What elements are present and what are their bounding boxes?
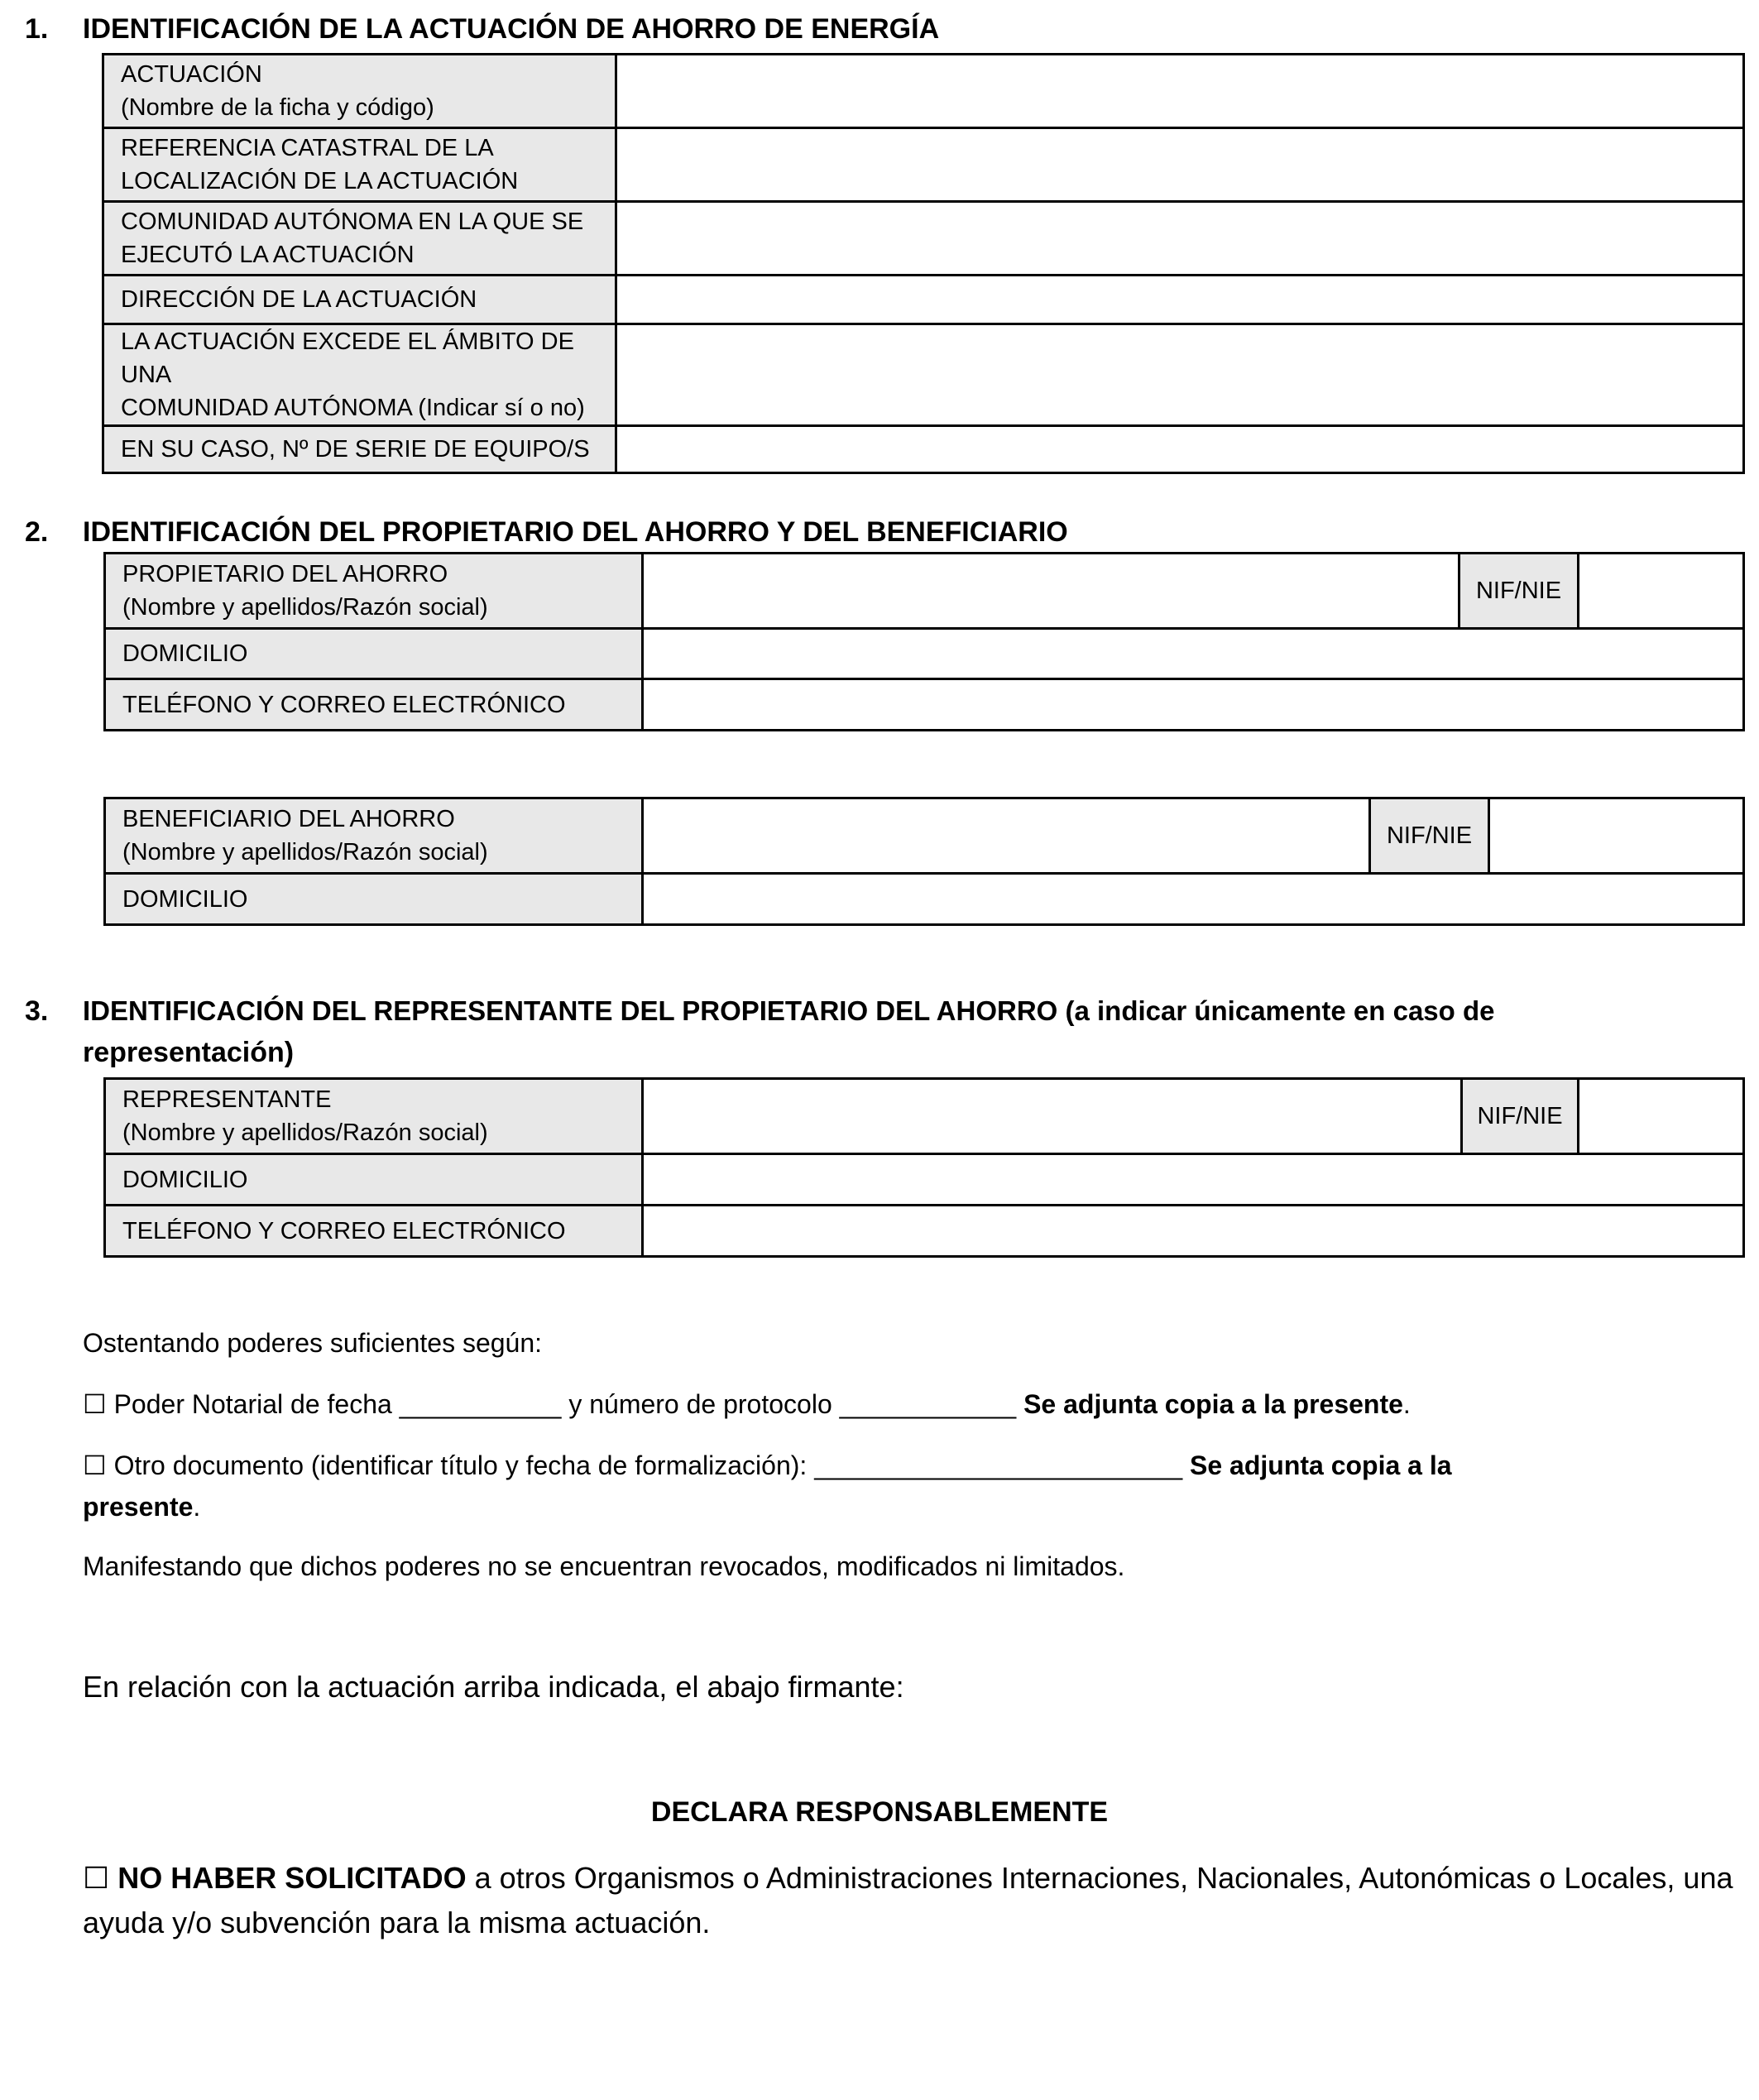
owner-table <box>103 552 1745 731</box>
representative-nif-label: NIF/NIE <box>1462 1079 1579 1154</box>
table-row <box>103 324 1744 426</box>
action-field[interactable] <box>616 55 1744 128</box>
other-document-line-2: presente. <box>83 1492 201 1522</box>
section-2-heading <box>25 511 1729 553</box>
owner-address-label: DOMICILIO <box>105 629 643 679</box>
beneficiary-nif-label: NIF/NIE <box>1370 798 1489 874</box>
notarial-attached-note: Se adjunta copia a la presente <box>1023 1389 1403 1419</box>
notarial-power-line: ☐ Poder Notarial de fecha ___________ y número de protocolo ____________ Se adjunta copia a la presente. <box>83 1389 1411 1419</box>
representative-contact-field[interactable] <box>643 1206 1744 1257</box>
declaration-line-1 <box>83 1858 1733 1899</box>
action-address-label: DIRECCIÓN DE LA ACTUACIÓN <box>103 276 616 324</box>
beneficiary-address-field[interactable] <box>643 874 1744 925</box>
owner-name-label: PROPIETARIO DEL AHORRO (Nombre y apellidos/Razón social) <box>105 554 643 629</box>
declara-title: DECLARA RESPONSABLEMENTE <box>650 1796 1109 1828</box>
table-row <box>103 276 1744 324</box>
table-row <box>105 554 1744 629</box>
table-row <box>103 128 1744 202</box>
declaration-checkbox[interactable]: ☐ <box>83 1861 110 1895</box>
action-label: ACTUACIÓN (Nombre de la ficha y código) <box>103 55 616 128</box>
autonomous-community-field[interactable] <box>616 202 1744 276</box>
other-document-attached-note: Se adjunta copia a la <box>1190 1450 1452 1480</box>
notarial-text: Poder Notarial de fecha ___________ y número de protocolo ____________ <box>113 1389 1017 1419</box>
beneficiary-name-field[interactable] <box>643 798 1370 874</box>
relation-statement: En relación con la actuación arriba indicada, el abajo firmante: <box>83 1670 904 1704</box>
other-document-attached-note-end: presente <box>83 1492 194 1522</box>
representative-contact-label: TELÉFONO Y CORREO ELECTRÓNICO <box>105 1206 643 1257</box>
table-row <box>103 426 1744 473</box>
representative-name-field[interactable] <box>643 1079 1462 1154</box>
owner-nif-label: NIF/NIE <box>1459 554 1579 629</box>
representative-address-field[interactable] <box>643 1154 1744 1206</box>
table-row <box>105 679 1744 731</box>
table-row <box>105 1154 1744 1206</box>
section-1-heading <box>25 8 1729 50</box>
table-row <box>105 629 1744 679</box>
table-row <box>105 874 1744 925</box>
other-document-line <box>83 1445 1452 1486</box>
beneficiary-address-label: DOMICILIO <box>105 874 643 925</box>
other-document-text: Otro documento (identificar título y fecha de formalización): _________________________ <box>113 1450 1183 1480</box>
section-number: 3. <box>25 995 49 1027</box>
section-number: 1. <box>25 13 49 45</box>
beneficiary-name-label: BENEFICIARIO DEL AHORRO (Nombre y apellidos/Razón social) <box>105 798 643 874</box>
representative-nif-field[interactable] <box>1579 1079 1744 1154</box>
table-row <box>103 55 1744 128</box>
representative-address-label: DOMICILIO <box>105 1154 643 1206</box>
powers-intro: Ostentando poderes suficientes según: <box>83 1328 543 1358</box>
section-title: IDENTIFICACIÓN DEL PROPIETARIO DEL AHORRO Y DEL BENEFICIARIO <box>83 516 1068 548</box>
declaration-line-2: ayuda y/o subvención para la misma actuación. <box>83 1906 711 1939</box>
beneficiary-table <box>103 797 1745 926</box>
other-document-checkbox[interactable]: ☐ <box>83 1450 107 1480</box>
exceeds-scope-field[interactable] <box>616 324 1744 426</box>
autonomous-community-label: COMUNIDAD AUTÓNOMA EN LA QUE SE EJECUTÓ LA ACTUACIÓN <box>103 202 616 276</box>
action-address-field[interactable] <box>616 276 1744 324</box>
representative-table <box>103 1077 1745 1258</box>
notarial-checkbox[interactable]: ☐ <box>83 1389 107 1419</box>
declaration-bold: NO HABER SOLICITADO <box>117 1861 467 1895</box>
table-row <box>105 1079 1744 1154</box>
powers-manifest: Manifestando que dichos poderes no se encuentran revocados, modificados ni limitados. <box>83 1551 1125 1581</box>
section-title: IDENTIFICACIÓN DE LA ACTUACIÓN DE AHORRO DE ENERGÍA <box>83 13 940 45</box>
section-title-line-1: IDENTIFICACIÓN DEL REPRESENTANTE DEL PROPIETARIO DEL AHORRO (a indicar únicamente en caso de <box>83 995 1495 1026</box>
representative-name-label: REPRESENTANTE (Nombre y apellidos/Razón social) <box>105 1079 643 1154</box>
declaration-text: a otros Organismos o Administraciones Internaciones, Nacionales, Autonómicas o Locales, una <box>474 1861 1733 1895</box>
owner-nif-field[interactable] <box>1579 554 1744 629</box>
equipment-serial-label: EN SU CASO, Nº DE SERIE DE EQUIPO/S <box>103 426 616 473</box>
owner-address-field[interactable] <box>643 629 1744 679</box>
owner-contact-field[interactable] <box>643 679 1744 731</box>
section-3-heading <box>25 990 1729 1073</box>
exceeds-scope-label: LA ACTUACIÓN EXCEDE EL ÁMBITO DE UNA COMUNIDAD AUTÓNOMA (Indicar sí o no) <box>103 324 616 426</box>
cadastral-reference-label: REFERENCIA CATASTRAL DE LA LOCALIZACIÓN DE LA ACTUACIÓN <box>103 128 616 202</box>
section-title-line-2: representación) <box>83 1037 295 1068</box>
table-row <box>105 798 1744 874</box>
cadastral-reference-field[interactable] <box>616 128 1744 202</box>
beneficiary-nif-field[interactable] <box>1489 798 1744 874</box>
owner-name-field[interactable] <box>643 554 1459 629</box>
table-row <box>103 202 1744 276</box>
owner-contact-label: TELÉFONO Y CORREO ELECTRÓNICO <box>105 679 643 731</box>
table-row <box>105 1206 1744 1257</box>
section-number: 2. <box>25 516 49 548</box>
equipment-serial-field[interactable] <box>616 426 1744 473</box>
action-table <box>102 53 1745 474</box>
